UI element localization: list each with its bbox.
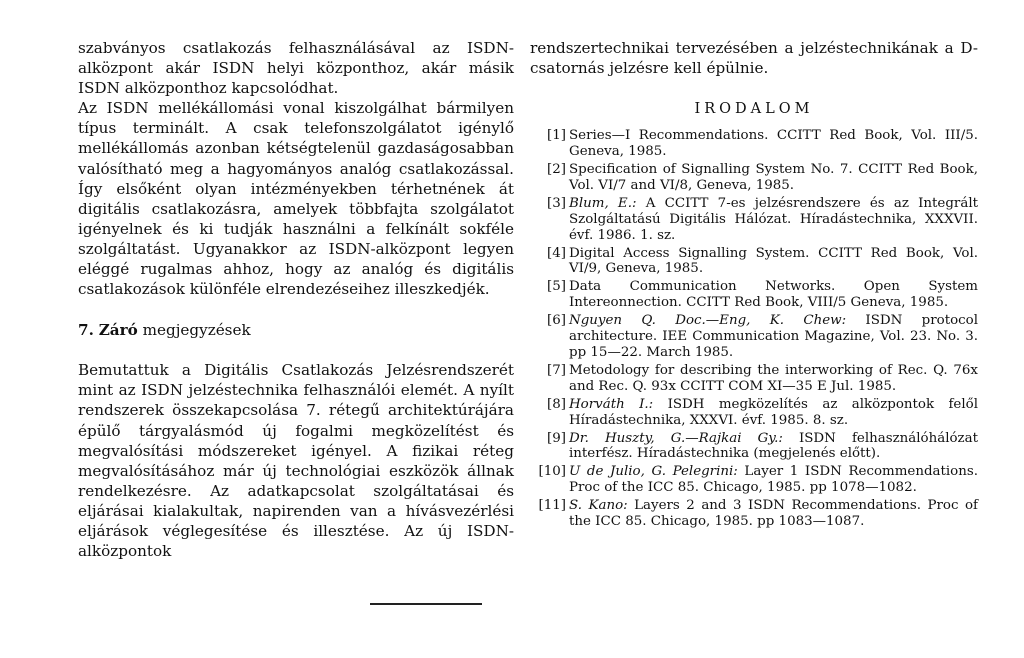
reference-text bbox=[569, 246, 978, 278]
reference-number: [4] bbox=[547, 245, 566, 261]
reference-text bbox=[569, 279, 978, 311]
reference-number: [3] bbox=[547, 195, 566, 211]
reference-body: Layers 2 and 3 ISDN Recommendations. Proc of the ICC 85. Chicago, 1985. pp 1083—1087. bbox=[569, 498, 978, 530]
reference-item bbox=[530, 246, 978, 278]
reference-item bbox=[530, 279, 978, 311]
reference-item bbox=[530, 431, 978, 463]
reference-body: Specification of Signalling System No. 7. CCITT Red Book, Vol. VI/7 and VI/8, Geneva, 1985. bbox=[569, 162, 978, 193]
section-title-rest: megjegyzések bbox=[142, 321, 251, 340]
reference-number: [10] bbox=[538, 464, 566, 480]
reference-item bbox=[530, 313, 978, 361]
reference-text bbox=[569, 431, 978, 463]
reference-body: Data Communication Networks. Open System Intereonnection. CCITT Red Book, VIII/5 Geneva, 1985. bbox=[569, 279, 978, 311]
paragraph-continuation: rendszertechnikai tervezésében a jelzéstechnikának a D-csatornás jelzésre kell épülnie. bbox=[530, 39, 978, 78]
reference-body: Metodology for describing the interworking of Rec. Q. 76x and Rec. Q. 93x CCITT COM XI—35 E Jul. 1985. bbox=[569, 362, 978, 394]
reference-body: A CCITT 7-es jelzésrendszere és az Integrált Szolgáltatású Digitális Hálózat. Híradástechnika, XXXVII. évf. 1986. 1. sz. bbox=[569, 195, 978, 243]
reference-text bbox=[569, 128, 978, 160]
reference-text bbox=[569, 313, 978, 361]
reference-item bbox=[530, 464, 978, 496]
reference-body: ISDN felhasználóhálózat interfész. Híradástechnika (megjelenés előtt). bbox=[569, 430, 978, 462]
reference-author: Horváth I.: bbox=[569, 396, 654, 412]
reference-number: [8] bbox=[547, 396, 566, 412]
reference-number: [9] bbox=[547, 430, 566, 446]
reference-author: Dr. Huszty, G.—Rajkai Gy.: bbox=[569, 430, 783, 446]
reference-item bbox=[530, 196, 978, 244]
reference-body: Digital Access Signalling System. CCITT Red Book, Vol. VI/9, Geneva, 1985. bbox=[569, 245, 978, 277]
reference-body: ISDH megközelítés az alközpontok felől Híradástechnika, XXXVI. évf. 1985. 8. sz. bbox=[569, 396, 978, 428]
reference-number: [2] bbox=[547, 162, 566, 177]
bottom-divider bbox=[370, 603, 482, 605]
reference-item bbox=[530, 397, 978, 429]
paragraph-extension-line: Az ISDN mellékállomási vonal kiszolgálhat bármilyen típus terminált. A csak telefonszolgálatot igénylő mellékállomás azonban kétségtelenül gazdaságosabban valósítható meg a hagyományos analóg csatlakozással. Így elsőként olyan intézményekben térhetnének át digitális csatlakozásra, amelyek többfajta szolgálatot igényelnek és ki tudják használni a felkínált sokféle szolgáltatást. Ugyanakkor az ISDN-alközpont legyen eléggé rugalmas ahhoz, hogy az analóg és digitális csatlakozások különféle elrendezéseihez illeszkedjék. bbox=[78, 99, 514, 299]
reference-body: Layer 1 ISDN Recommendations. Proc of the ICC 85. Chicago, 1985. pp 1078—1082. bbox=[569, 464, 978, 496]
reference-author: Nguyen Q. Doc.—Eng, K. Chew: bbox=[569, 313, 847, 329]
reference-number: [1] bbox=[547, 128, 566, 144]
reference-item bbox=[530, 128, 978, 160]
reference-number: [5] bbox=[547, 279, 566, 295]
reference-author: S. Kano: bbox=[569, 498, 628, 514]
section-heading bbox=[78, 320, 514, 340]
references-title: IRODALOM bbox=[694, 101, 814, 118]
reference-number: [6] bbox=[547, 313, 566, 329]
reference-item bbox=[530, 498, 978, 530]
reference-number: [7] bbox=[547, 362, 566, 378]
reference-body: ISDN protocol architecture. IEE Communication Magazine, Vol. 23. No. 3. pp 15—22. March 1985. bbox=[569, 313, 978, 360]
right-column bbox=[530, 38, 978, 532]
reference-item bbox=[530, 162, 978, 194]
reference-item bbox=[530, 363, 978, 395]
paragraph-isdn-connection: szabványos csatlakozás felhasználásával az ISDN-alközpont akár ISDN helyi központhoz, akár másik ISDN alközponthoz kapcsolódhat. bbox=[78, 39, 514, 98]
reference-text bbox=[569, 363, 978, 395]
reference-author: Blum, E.: bbox=[569, 195, 637, 211]
reference-text bbox=[569, 162, 978, 194]
reference-list bbox=[530, 128, 978, 530]
reference-text bbox=[569, 196, 978, 244]
paragraph-closing: Bemutattuk a Digitális Csatlakozás Jelzésrendszerét mint az ISDN jelzéstechnika felhasználói elemét. A nyílt rendszerek összekapcsolása 7. rétegű architektúrájára épülő tárgyalásmód új fogalmi megközelítést és megvalósítási módszereket igényel. A fizikai réteg megvalósításához már új technológiai eszközök állnak rendelkezésre. Az adatkapcsolat szolgáltatásai és eljárásai kialakultak, napirenden van a hívásvezérlési eljárások véglegesítése és illesztése. Az új ISDN-alközpontok bbox=[78, 361, 514, 561]
reference-text bbox=[569, 397, 978, 429]
reference-text bbox=[569, 464, 978, 496]
section-title-bold: Záró bbox=[98, 321, 138, 340]
reference-number: [11] bbox=[538, 498, 566, 514]
reference-text bbox=[569, 498, 978, 530]
reference-body: Series—I Recommendations. CCITT Red Book, Vol. III/5. Geneva, 1985. bbox=[569, 128, 978, 160]
left-column bbox=[78, 38, 514, 561]
reference-author: U de Julio, G. Pelegrini: bbox=[569, 464, 738, 480]
section-number: 7. bbox=[78, 321, 94, 340]
